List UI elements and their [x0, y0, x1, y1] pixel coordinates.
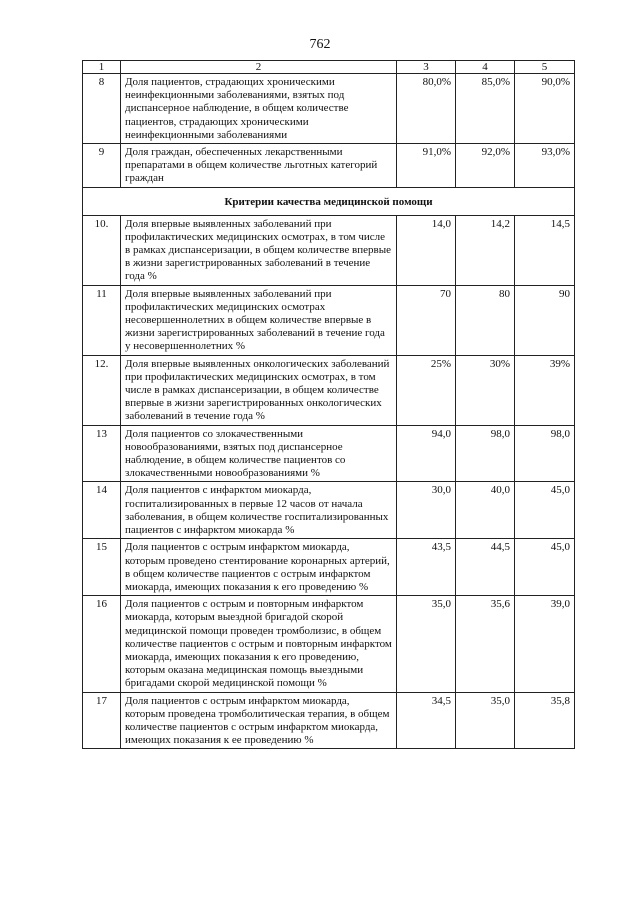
value-col-5: 14,5	[515, 215, 575, 285]
value-col-3: 70	[397, 285, 456, 355]
column-header: 2	[121, 61, 397, 74]
table-row	[83, 482, 575, 539]
value-col-4: 92,0%	[456, 144, 515, 188]
value-col-4: 35,6	[456, 596, 515, 692]
value-col-4: 30%	[456, 355, 515, 425]
value-col-3: 35,0	[397, 596, 456, 692]
row-number: 10.	[83, 215, 121, 285]
value-col-5: 39%	[515, 355, 575, 425]
criterion-text: Доля пациентов с инфарктом миокарда, госпитализированных в первые 12 часов от начала заболевания, в общем количестве госпитализированных пациентов с инфарктом миокарда %	[121, 482, 397, 539]
criterion-text: Доля пациентов со злокачественными новообразованиями, взятых под диспансерное наблюдение, в общем количестве пациентов со злокачественными новообразованиями %	[121, 425, 397, 482]
criterion-text: Доля пациентов с острым инфарктом миокарда, которым проведена тромболитическая терапия, в общем количестве пациентов с острым инфарктом миокарда, имеющих показания к ее проведению %	[121, 692, 397, 749]
value-col-3: 25%	[397, 355, 456, 425]
criterion-text: Доля пациентов с острым инфарктом миокарда, которым проведено стентирование коронарных артерий, в общем количестве пациентов с острым инфарктом миокарда, имеющих показания к его проведению %	[121, 539, 397, 596]
value-col-3: 80,0%	[397, 74, 456, 144]
value-col-3: 91,0%	[397, 144, 456, 188]
table-row	[83, 215, 575, 285]
table-row	[83, 285, 575, 355]
row-number: 15	[83, 539, 121, 596]
page-number: 762	[309, 37, 331, 52]
value-col-5: 90	[515, 285, 575, 355]
value-col-5: 35,8	[515, 692, 575, 749]
value-col-5: 98,0	[515, 425, 575, 482]
value-col-4: 40,0	[456, 482, 515, 539]
value-col-5: 45,0	[515, 482, 575, 539]
value-col-4: 35,0	[456, 692, 515, 749]
value-col-4: 44,5	[456, 539, 515, 596]
table-row	[83, 425, 575, 482]
table-row	[83, 692, 575, 749]
criterion-text: Доля граждан, обеспеченных лекарственными препаратами в общем количестве льготных категорий граждан	[121, 144, 397, 188]
criterion-text: Доля пациентов, страдающих хроническими неинфекционными заболеваниями, взятых под диспансерное наблюдение, в общем количестве пациентов, страдающих хроническими неинфекционными заболеваниями	[121, 74, 397, 144]
criterion-text: Доля впервые выявленных заболеваний при профилактических медицинских осмотрах, в том числе в рамках диспансеризации, в общем количестве впервые в жизни зарегистрированных заболеваний в течение года %	[121, 215, 397, 285]
value-col-3: 34,5	[397, 692, 456, 749]
table-header-row	[83, 61, 575, 74]
row-number: 12.	[83, 355, 121, 425]
row-number: 11	[83, 285, 121, 355]
column-header: 3	[397, 61, 456, 74]
row-number: 17	[83, 692, 121, 749]
criterion-text: Доля пациентов с острым и повторным инфарктом миокарда, которым выездной бригадой скорой медицинской помощи проведен тромболизис, в общем количестве пациентов с острым и повторным инфарктом миокарда, имеющих показания к его проведению, которым оказана медицинская помощь выездными бригадами скорой медицинской помощи %	[121, 596, 397, 692]
table-row	[83, 596, 575, 692]
value-col-4: 14,2	[456, 215, 515, 285]
row-number: 16	[83, 596, 121, 692]
column-header: 4	[456, 61, 515, 74]
value-col-5: 93,0%	[515, 144, 575, 188]
column-header: 5	[515, 61, 575, 74]
criterion-text: Доля впервые выявленных онкологических заболеваний при профилактических медицинских осмотрах, в том числе в рамках диспансеризации, в общем количестве впервые в жизни зарегистрированных онкологических заболеваний в течение года %	[121, 355, 397, 425]
row-number: 14	[83, 482, 121, 539]
value-col-4: 98,0	[456, 425, 515, 482]
row-number: 9	[83, 144, 121, 188]
value-col-3: 94,0	[397, 425, 456, 482]
value-col-3: 30,0	[397, 482, 456, 539]
value-col-5: 45,0	[515, 539, 575, 596]
section-title: Критерии качества медицинской помощи	[83, 187, 575, 215]
value-col-3: 43,5	[397, 539, 456, 596]
criterion-text: Доля впервые выявленных заболеваний при профилактических медицинских осмотрах несовершеннолетних в общем количестве впервые в жизни зарегистрированных заболеваний в течение года у несовершеннолетних %	[121, 285, 397, 355]
table-row	[83, 355, 575, 425]
row-number: 8	[83, 74, 121, 144]
value-col-5: 39,0	[515, 596, 575, 692]
section-row	[83, 187, 575, 215]
row-number: 13	[83, 425, 121, 482]
table-row	[83, 144, 575, 188]
column-header: 1	[83, 61, 121, 74]
table-row	[83, 74, 575, 144]
value-col-3: 14,0	[397, 215, 456, 285]
table-row	[83, 539, 575, 596]
value-col-5: 90,0%	[515, 74, 575, 144]
criteria-table	[82, 60, 575, 749]
value-col-4: 85,0%	[456, 74, 515, 144]
value-col-4: 80	[456, 285, 515, 355]
